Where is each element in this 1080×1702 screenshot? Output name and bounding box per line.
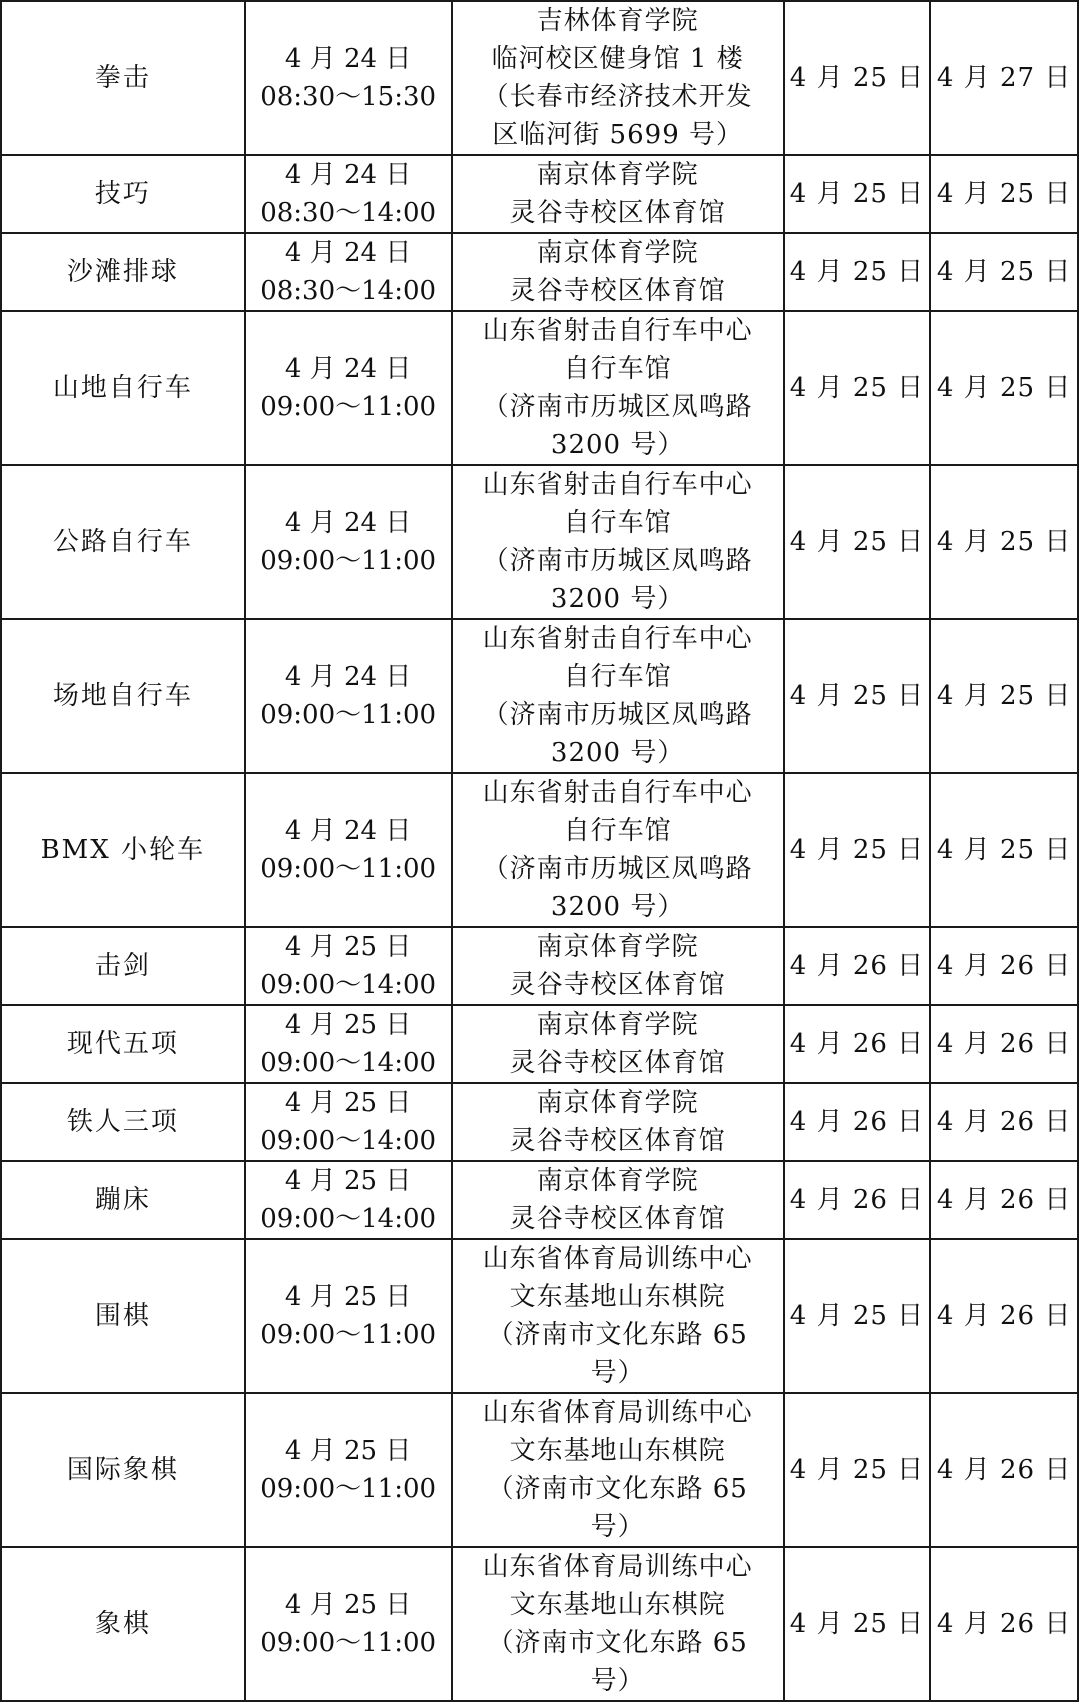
registration-time-line: 09:00～11:00 — [260, 700, 437, 730]
date-cell-a: 4 月 25 日 — [784, 1239, 931, 1393]
registration-time-cell — [245, 619, 452, 773]
venue-line: 3200 号） — [550, 430, 685, 460]
registration-time-line: 08:30～14:00 — [260, 276, 437, 306]
registration-time-cell — [245, 1393, 452, 1547]
date-cell-b: 4 月 26 日 — [930, 1393, 1078, 1547]
event-name-cell: 技巧 — [1, 155, 245, 233]
date-cell-b: 4 月 25 日 — [930, 233, 1078, 311]
table-row — [1, 1161, 1078, 1239]
registration-time-line: 09:00～11:00 — [260, 392, 437, 422]
registration-time-line: 4 月 24 日 — [284, 508, 412, 538]
venue-line: 山东省射击自行车中心 — [482, 778, 753, 808]
registration-time-line: 4 月 24 日 — [284, 816, 412, 846]
venue-line: 3200 号） — [550, 738, 685, 768]
registration-time-line: 4 月 25 日 — [284, 1010, 412, 1040]
event-name-cell: 围棋 — [1, 1239, 245, 1393]
registration-time-line: 4 月 25 日 — [284, 1282, 412, 1312]
venue-line: 南京体育学院 — [536, 238, 699, 268]
registration-time-cell — [245, 1161, 452, 1239]
table-row — [1, 927, 1078, 1005]
date-cell-b: 4 月 26 日 — [930, 1547, 1078, 1701]
venue-line: 自行车馆 — [563, 354, 672, 384]
date-cell-a: 4 月 25 日 — [784, 465, 931, 619]
venue-line: 南京体育学院 — [536, 1010, 699, 1040]
venue-line: 自行车馆 — [563, 508, 672, 538]
venue-line: 山东省体育局训练中心 — [482, 1398, 753, 1428]
venue-cell — [452, 465, 784, 619]
venue-line: 南京体育学院 — [536, 1166, 699, 1196]
date-cell-a: 4 月 25 日 — [784, 619, 931, 773]
registration-time-line: 4 月 25 日 — [284, 1436, 412, 1466]
event-name-cell: 铁人三项 — [1, 1083, 245, 1161]
event-name-cell: 蹦床 — [1, 1161, 245, 1239]
registration-time-cell — [245, 465, 452, 619]
registration-time-line: 09:00～11:00 — [260, 1320, 437, 1350]
registration-time-line: 4 月 25 日 — [284, 1590, 412, 1620]
venue-line: （济南市文化东路 65 — [487, 1628, 748, 1658]
table-row — [1, 1083, 1078, 1161]
date-cell-b: 4 月 25 日 — [930, 155, 1078, 233]
venue-line: 山东省体育局训练中心 — [482, 1552, 753, 1582]
date-cell-b: 4 月 26 日 — [930, 927, 1078, 1005]
venue-line: 3200 号） — [550, 584, 685, 614]
venue-cell — [452, 1083, 784, 1161]
event-name-cell: 山地自行车 — [1, 311, 245, 465]
date-cell-a: 4 月 25 日 — [784, 311, 931, 465]
venue-line: （济南市文化东路 65 — [487, 1474, 748, 1504]
venue-cell — [452, 311, 784, 465]
registration-time-line: 09:00～14:00 — [260, 1048, 437, 1078]
date-cell-a: 4 月 26 日 — [784, 927, 931, 1005]
registration-time-line: 4 月 25 日 — [284, 1166, 412, 1196]
registration-time-cell — [245, 773, 452, 927]
table-row — [1, 773, 1078, 927]
venue-line: 山东省射击自行车中心 — [482, 316, 753, 346]
venue-cell — [452, 1393, 784, 1547]
venue-line: （济南市历城区凤鸣路 — [482, 392, 753, 422]
registration-time-cell — [245, 1547, 452, 1701]
venue-line: 南京体育学院 — [536, 160, 699, 190]
date-cell-b: 4 月 25 日 — [930, 773, 1078, 927]
venue-line: （济南市历城区凤鸣路 — [482, 546, 753, 576]
registration-time-line: 4 月 24 日 — [284, 160, 412, 190]
venue-cell — [452, 1239, 784, 1393]
table-row — [1, 1239, 1078, 1393]
date-cell-b: 4 月 25 日 — [930, 311, 1078, 465]
event-name-cell: 公路自行车 — [1, 465, 245, 619]
date-cell-b: 4 月 26 日 — [930, 1239, 1078, 1393]
date-cell-b: 4 月 27 日 — [930, 1, 1078, 155]
registration-time-line: 09:00～14:00 — [260, 970, 437, 1000]
venue-line: 号） — [590, 1666, 645, 1696]
date-cell-b: 4 月 26 日 — [930, 1083, 1078, 1161]
registration-time-line: 4 月 25 日 — [284, 1088, 412, 1118]
registration-time-line: 09:00～11:00 — [260, 1628, 437, 1658]
event-name-cell: 拳击 — [1, 1, 245, 155]
registration-time-line: 09:00～11:00 — [260, 1474, 437, 1504]
venue-line: 南京体育学院 — [536, 1088, 699, 1118]
event-name-cell: 击剑 — [1, 927, 245, 1005]
table-row — [1, 1, 1078, 155]
venue-line: （济南市历城区凤鸣路 — [482, 700, 753, 730]
venue-cell — [452, 1005, 784, 1083]
venue-line: 灵谷寺校区体育馆 — [509, 198, 726, 228]
table-row — [1, 465, 1078, 619]
registration-time-line: 4 月 24 日 — [284, 354, 412, 384]
table-row — [1, 619, 1078, 773]
venue-line: 南京体育学院 — [536, 932, 699, 962]
registration-time-line: 4 月 24 日 — [284, 44, 412, 74]
venue-cell — [452, 927, 784, 1005]
venue-cell — [452, 155, 784, 233]
table-row — [1, 1005, 1078, 1083]
registration-time-cell — [245, 1005, 452, 1083]
table-row — [1, 1393, 1078, 1547]
date-cell-a: 4 月 25 日 — [784, 773, 931, 927]
event-name-cell: 现代五项 — [1, 1005, 245, 1083]
venue-line: 号） — [590, 1358, 645, 1388]
date-cell-a: 4 月 26 日 — [784, 1161, 931, 1239]
venue-line: （长春市经济技术开发 — [482, 82, 753, 112]
venue-line: 区临河街 5699 号） — [492, 120, 743, 150]
table-row — [1, 1547, 1078, 1701]
registration-time-line: 09:00～11:00 — [260, 546, 437, 576]
venue-cell — [452, 1547, 784, 1701]
registration-time-line: 08:30～14:00 — [260, 198, 437, 228]
venue-line: 临河校区健身馆 1 楼 — [491, 44, 744, 74]
venue-line: 吉林体育学院 — [536, 6, 699, 36]
table-row — [1, 311, 1078, 465]
date-cell-a: 4 月 25 日 — [784, 1, 931, 155]
event-name-cell: 国际象棋 — [1, 1393, 245, 1547]
venue-line: 山东省射击自行车中心 — [482, 624, 753, 654]
venue-cell — [452, 619, 784, 773]
venue-line: 灵谷寺校区体育馆 — [509, 1204, 726, 1234]
registration-time-cell — [245, 1, 452, 155]
venue-cell — [452, 233, 784, 311]
venue-line: 灵谷寺校区体育馆 — [509, 970, 726, 1000]
schedule-table-body — [1, 1, 1078, 1701]
event-name-cell: 沙滩排球 — [1, 233, 245, 311]
registration-time-cell — [245, 311, 452, 465]
registration-time-line: 09:00～11:00 — [260, 854, 437, 884]
date-cell-a: 4 月 25 日 — [784, 1393, 931, 1547]
venue-line: 灵谷寺校区体育馆 — [509, 1048, 726, 1078]
venue-line: 文东基地山东棋院 — [509, 1590, 726, 1620]
venue-line: 灵谷寺校区体育馆 — [509, 1126, 726, 1156]
venue-cell — [452, 773, 784, 927]
venue-line: （济南市文化东路 65 — [487, 1320, 748, 1350]
venue-line: 3200 号） — [550, 892, 685, 922]
venue-line: 灵谷寺校区体育馆 — [509, 276, 726, 306]
registration-time-line: 4 月 25 日 — [284, 932, 412, 962]
venue-line: 文东基地山东棋院 — [509, 1436, 726, 1466]
venue-line: 山东省射击自行车中心 — [482, 470, 753, 500]
registration-time-line: 08:30～15:30 — [260, 82, 437, 112]
registration-time-line: 09:00～14:00 — [260, 1126, 437, 1156]
date-cell-b: 4 月 25 日 — [930, 465, 1078, 619]
event-name-cell: 象棋 — [1, 1547, 245, 1701]
date-cell-a: 4 月 25 日 — [784, 155, 931, 233]
registration-time-cell — [245, 1239, 452, 1393]
registration-time-cell — [245, 927, 452, 1005]
venue-line: （济南市历城区凤鸣路 — [482, 854, 753, 884]
date-cell-a: 4 月 26 日 — [784, 1005, 931, 1083]
venue-line: 山东省体育局训练中心 — [482, 1244, 753, 1274]
venue-line: 自行车馆 — [563, 662, 672, 692]
venue-line: 自行车馆 — [563, 816, 672, 846]
event-name-cell: 场地自行车 — [1, 619, 245, 773]
date-cell-b: 4 月 26 日 — [930, 1005, 1078, 1083]
registration-time-line: 09:00～14:00 — [260, 1204, 437, 1234]
venue-line: 号） — [590, 1512, 645, 1542]
date-cell-a: 4 月 25 日 — [784, 1547, 931, 1701]
venue-cell — [452, 1161, 784, 1239]
registration-time-cell — [245, 233, 452, 311]
venue-line: 文东基地山东棋院 — [509, 1282, 726, 1312]
date-cell-b: 4 月 25 日 — [930, 619, 1078, 773]
registration-time-line: 4 月 24 日 — [284, 238, 412, 268]
event-name-cell: BMX 小轮车 — [1, 773, 245, 927]
date-cell-b: 4 月 26 日 — [930, 1161, 1078, 1239]
date-cell-a: 4 月 26 日 — [784, 1083, 931, 1161]
registration-time-cell — [245, 155, 452, 233]
registration-time-cell — [245, 1083, 452, 1161]
venue-cell — [452, 1, 784, 155]
table-row — [1, 233, 1078, 311]
date-cell-a: 4 月 25 日 — [784, 233, 931, 311]
table-row — [1, 155, 1078, 233]
registration-time-line: 4 月 24 日 — [284, 662, 412, 692]
